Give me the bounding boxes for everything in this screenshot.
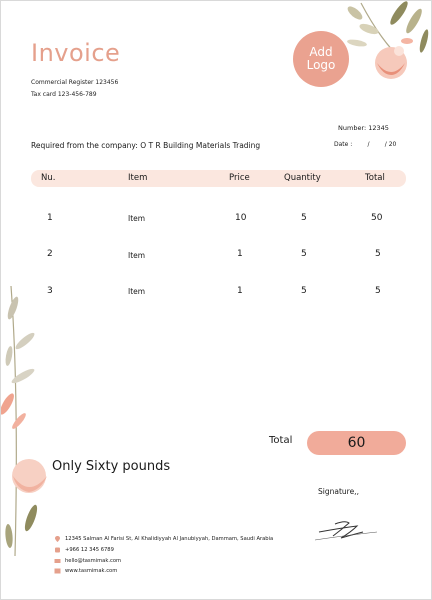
signature-label: Signature,, bbox=[318, 487, 359, 496]
row-3-quantity: 5 bbox=[301, 286, 307, 296]
row-1-price: 10 bbox=[235, 213, 247, 223]
row-1-quantity: 5 bbox=[301, 213, 307, 223]
contact-phone bbox=[54, 547, 114, 553]
row-3-price: 1 bbox=[237, 286, 243, 296]
phone-icon bbox=[54, 547, 61, 553]
location-icon bbox=[54, 536, 61, 542]
table-header-bar bbox=[31, 170, 406, 187]
row-3-total: 5 bbox=[375, 286, 381, 296]
logo-line-1: Add bbox=[309, 45, 333, 59]
floral-decoration-top bbox=[341, 1, 432, 91]
phone-text: +966 12 345 6789 bbox=[65, 547, 114, 553]
header-number: Nu. bbox=[41, 173, 56, 183]
logo-line-2: Logo bbox=[306, 58, 336, 72]
commercial-register: Commercial Register 123456 bbox=[31, 79, 119, 86]
total-value-box bbox=[307, 431, 406, 455]
row-2-price: 1 bbox=[237, 249, 243, 259]
invoice-date: Date : / / 20 bbox=[334, 141, 397, 148]
web-icon bbox=[54, 568, 61, 574]
row-2-item: Item bbox=[128, 251, 146, 260]
signature-scribble bbox=[311, 514, 381, 546]
total-label: Total bbox=[269, 435, 293, 446]
required-from-company: Required from the company: O T R Building Materials Trading bbox=[31, 141, 261, 150]
floral-decoration-left bbox=[1, 286, 61, 566]
row-2-quantity: 5 bbox=[301, 249, 307, 259]
email-text[interactable]: hello@tasmimak.com bbox=[65, 558, 122, 564]
logo-placeholder[interactable] bbox=[293, 31, 349, 87]
invoice-title: Invoice bbox=[31, 39, 121, 67]
tax-card: Tax card 123-456-789 bbox=[31, 91, 97, 98]
row-1-total: 50 bbox=[371, 213, 383, 223]
contact-email[interactable] bbox=[54, 558, 121, 564]
row-2-number: 2 bbox=[47, 249, 53, 259]
header-item: Item bbox=[128, 173, 148, 183]
website-text[interactable]: www.tasmimak.com bbox=[65, 568, 118, 574]
header-total: Total bbox=[365, 173, 385, 183]
header-quantity: Quantity bbox=[284, 173, 321, 183]
email-icon bbox=[54, 558, 61, 564]
row-1-number: 1 bbox=[47, 213, 53, 223]
amount-in-words: Only Sixty pounds bbox=[52, 459, 171, 474]
contact-address bbox=[54, 536, 273, 542]
contact-website[interactable] bbox=[54, 568, 117, 574]
total-value: 60 bbox=[347, 435, 366, 451]
address-text: 12345 Salman Al Farisi St, Al Khalidiyyah Al Janubiyyah, Dammam, Saudi Arabia bbox=[65, 536, 274, 542]
row-2-total: 5 bbox=[375, 249, 381, 259]
row-1-item: Item bbox=[128, 214, 146, 223]
invoice-number: Number: 12345 bbox=[338, 124, 389, 132]
row-3-number: 3 bbox=[47, 286, 53, 296]
header-price: Price bbox=[229, 173, 250, 183]
row-3-item: Item bbox=[128, 287, 146, 296]
